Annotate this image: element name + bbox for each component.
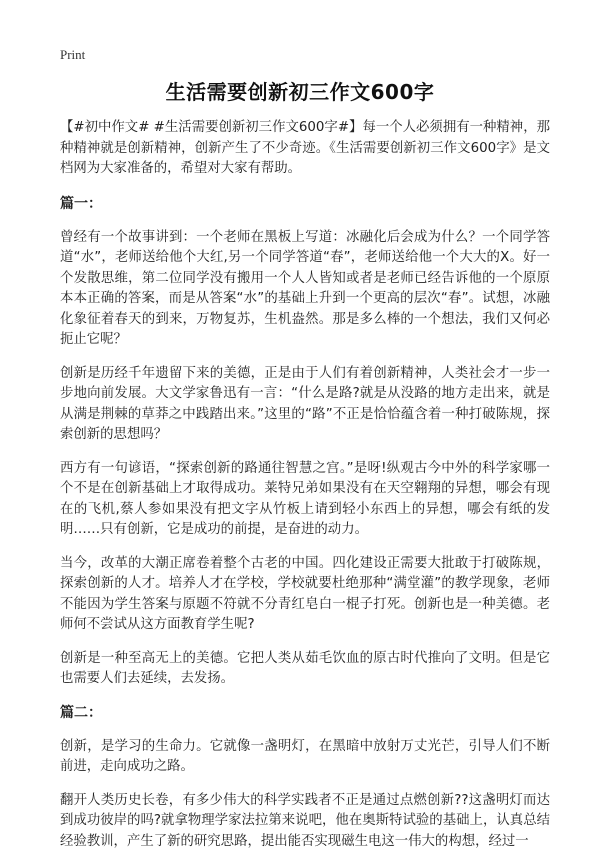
paragraph: 西方有一句谚语，“探索创新的路通往智慧之宫。”是呀!纵观古今中外的科学家哪一个不是在创新基础上才取得成功。莱特兄弟如果没有在天空翱翔的异想，哪会有现在的飞机,蔡人参如果没有把文字从竹板上请到轻小东西上的异想，哪会有纸的发明……只有创新，它是成功的前提，是奋进的动力。: [60, 460, 550, 537]
section-heading: 篇二：: [60, 704, 102, 721]
section-heading: 篇一：: [60, 195, 102, 212]
print-link[interactable]: Print: [60, 47, 86, 62]
document-title: 生活需要创新初三作文600字: [165, 80, 435, 104]
intro-paragraph: 【#初中作文# #生活需要创新初三作文600字#】每一个人必须拥有一种精神，那种精神就是创新精神，创新产生了不少奇迹。《生活需要创新初三作文600字》是文档网为大家准备的，希望对大家有帮助。: [60, 120, 550, 176]
paragraph: 创新是历经千年遗留下来的美德，正是由于人们有着创新精神，人类社会才一步一步地向前发展。大文学家鲁迅有一言：“什么是路?就是从没路的地方走出来，就是从满是荆棘的草莽之中践踏出来。”这里的“路”不正是恰恰蕴含着一种打破陈规，探索创新的思想吗？: [60, 365, 550, 442]
paragraph: 曾经有一个故事讲到：一个老师在黑板上写道：冰融化后会成为什么？一个同学答道“水”，老师送给他个大红,另一个同学答道“春”，老师送给他一个大大的X。好一个发散思维，第二位同学没有搬用一个人人皆知或者是老师已经告诉他的一个原原本本正确的答案，而是从答案“水”的基础上升到一个更高的层次“春”。试想，冰融化象征着春天的到来，万物复苏，生机盎然。那是多么棒的一个想法，我们又何必扼止它呢？: [60, 229, 550, 347]
paragraph: 创新是一种至高无上的美德。它把人类从茹毛饮血的原古时代推向了文明。但是它也需要人们去延续，去发扬。: [60, 650, 550, 686]
paragraph: 创新，是学习的生命力。它就像一盏明灯，在黑暗中放射万丈光芒，引导人们不断前进，走向成功之路。: [60, 738, 550, 774]
paragraph: 当今，改革的大潮正席卷着整个古老的中国。四化建设正需要大批敢于打破陈规，探索创新的人才。培养人才在学校，学校就要杜绝那种“满堂灌”的教学现象，老师不能因为学生答案与原题不符就不分青红皂白一棍子打死。创新也是一种美德。老师何不尝试从这方面教育学生呢?: [60, 555, 550, 632]
document-body: [60, 118, 550, 865]
paragraph: 翻开人类历史长卷，有多少伟大的科学实践者不正是通过点燃创新??这盏明灯而达到成功彼岸的吗?就拿物理学家法拉第来说吧，他在奥斯特试验的基础上，认真总结经验教训，产生了新的研究思路，提出能否实现磁生电这一伟大的构想，经过一: [60, 792, 550, 849]
